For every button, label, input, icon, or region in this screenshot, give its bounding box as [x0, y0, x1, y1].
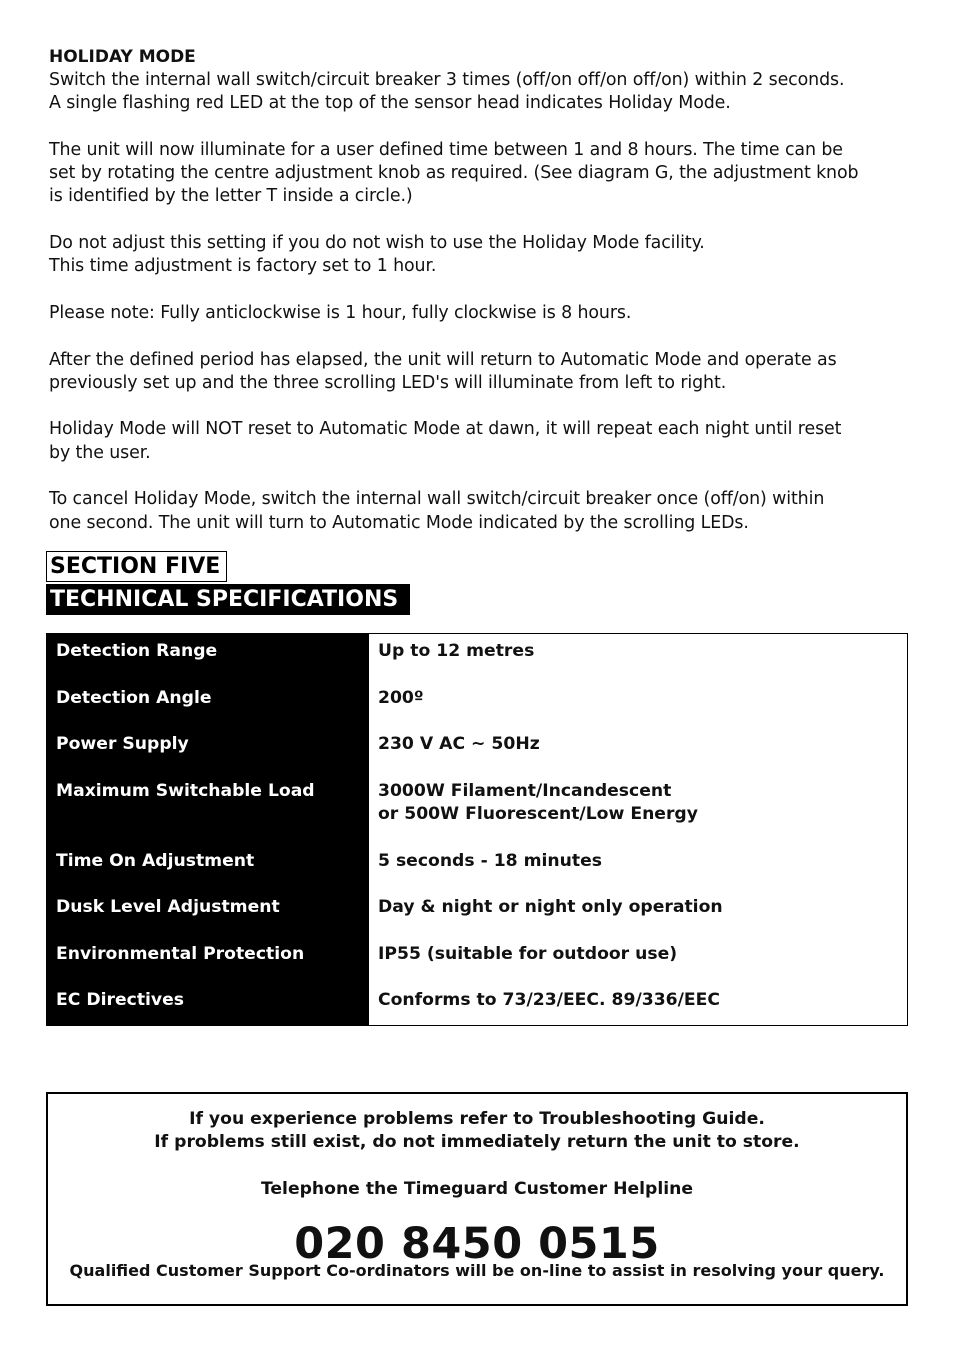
- text-line: This time adjustment is factory set to 1 hour.: [49, 256, 437, 277]
- text-line: Please note: Fully anticlockwise is 1 hour, fully clockwise is 8 hours.: [49, 302, 632, 323]
- spec-value: [369, 687, 907, 734]
- text-line: previously set up and the three scrolling LED's will illuminate from left to right.: [49, 372, 727, 393]
- helpline-call-text: Telephone the Timeguard Customer Helpline: [260, 1178, 694, 1199]
- text-line: is identified by the letter T inside a circle.): [49, 186, 413, 207]
- spec-label: Environmental Protection: [56, 943, 305, 964]
- holiday-mode-paragraph: [49, 488, 911, 535]
- text-line: Do not adjust this setting if you do not wish to use the Holiday Mode facility.: [49, 233, 705, 254]
- spec-value-column: [369, 634, 907, 1025]
- holiday-mode-paragraph: [49, 418, 911, 465]
- holiday-mode-title: HOLIDAY MODE: [49, 47, 196, 67]
- text-line: To cancel Holiday Mode, switch the internal wall switch/circuit breaker once (off/on) within: [49, 489, 825, 510]
- holiday-mode-section: [49, 46, 911, 558]
- text-line: Holiday Mode will NOT reset to Automatic Mode at dawn, it will repeat each night until reset: [49, 419, 842, 440]
- text-line: one second. The unit will turn to Automatic Mode indicated by the scrolling LEDs.: [49, 512, 749, 533]
- spec-label: Time On Adjustment: [56, 850, 255, 871]
- text-line: set by rotating the centre adjustment knob as required. (See diagram G, the adjustment knob: [49, 163, 859, 184]
- troubleshooting-notice: [48, 1108, 906, 1155]
- holiday-mode-paragraph: [49, 232, 911, 279]
- section-heading: [46, 551, 410, 615]
- text-line: The unit will now illuminate for a user defined time between 1 and 8 hours. The time can be: [49, 139, 843, 160]
- text-line: by the user.: [49, 442, 151, 463]
- text-line: After the defined period has elapsed, the unit will return to Automatic Mode and operate as: [49, 349, 837, 370]
- spec-value-line: 200º: [378, 687, 424, 708]
- spec-value-line: 3000W Filament/Incandescent: [378, 780, 672, 801]
- spec-label-column: [47, 634, 369, 1025]
- spec-label: Detection Range: [56, 641, 218, 661]
- spec-value: [369, 780, 907, 850]
- spec-value: [369, 733, 907, 780]
- spec-value: [369, 989, 907, 1012]
- holiday-mode-paragraph: [49, 139, 911, 209]
- text-line: If you experience problems refer to Troubleshooting Guide.: [189, 1109, 765, 1129]
- section-title: TECHNICAL SPECIFICATIONS: [46, 584, 410, 615]
- spec-value-line: Up to 12 metres: [378, 641, 535, 661]
- spec-label: Power Supply: [56, 734, 189, 754]
- holiday-mode-paragraph: [49, 349, 911, 396]
- text-line: If problems still exist, do not immediately return the unit to store.: [154, 1132, 800, 1153]
- text-line: A single flashing red LED at the top of the sensor head indicates Holiday Mode.: [49, 93, 731, 114]
- spec-value-line: 5 seconds - 18 minutes: [378, 850, 602, 871]
- spec-label: Dusk Level Adjustment: [56, 897, 280, 917]
- spec-table: [46, 633, 908, 1026]
- spec-value-line: or 500W Fluorescent/Low Energy: [378, 803, 698, 824]
- section-number: SECTION FIVE: [46, 551, 227, 582]
- spec-label: EC Directives: [56, 990, 185, 1010]
- support-text: Qualified Customer Support Co-ordinators will be on-line to assist in resolving your query.: [69, 1260, 885, 1280]
- holiday-mode-paragraph: [49, 302, 911, 325]
- spec-value-line: 230 V AC ~ 50Hz: [378, 734, 540, 754]
- spec-label: Maximum Switchable Load: [56, 780, 315, 801]
- spec-value: [369, 850, 907, 897]
- spec-value-line: IP55 (suitable for outdoor use): [378, 943, 678, 964]
- holiday-mode-paragraph: [49, 69, 911, 116]
- spec-value: [369, 943, 907, 990]
- spec-value: [369, 896, 907, 943]
- helpline-phone-number: 020 8450 0515: [294, 1218, 660, 1269]
- text-line: Switch the internal wall switch/circuit breaker 3 times (off/on off/on off/on) within 2 seconds.: [49, 70, 845, 90]
- spec-value: [369, 634, 907, 687]
- spec-label: Detection Angle: [56, 687, 212, 708]
- spec-value-line: Conforms to 73/23/EEC. 89/336/EEC: [378, 990, 720, 1010]
- helpline-box: [46, 1092, 908, 1306]
- spec-value-line: Day & night or night only operation: [378, 897, 723, 917]
